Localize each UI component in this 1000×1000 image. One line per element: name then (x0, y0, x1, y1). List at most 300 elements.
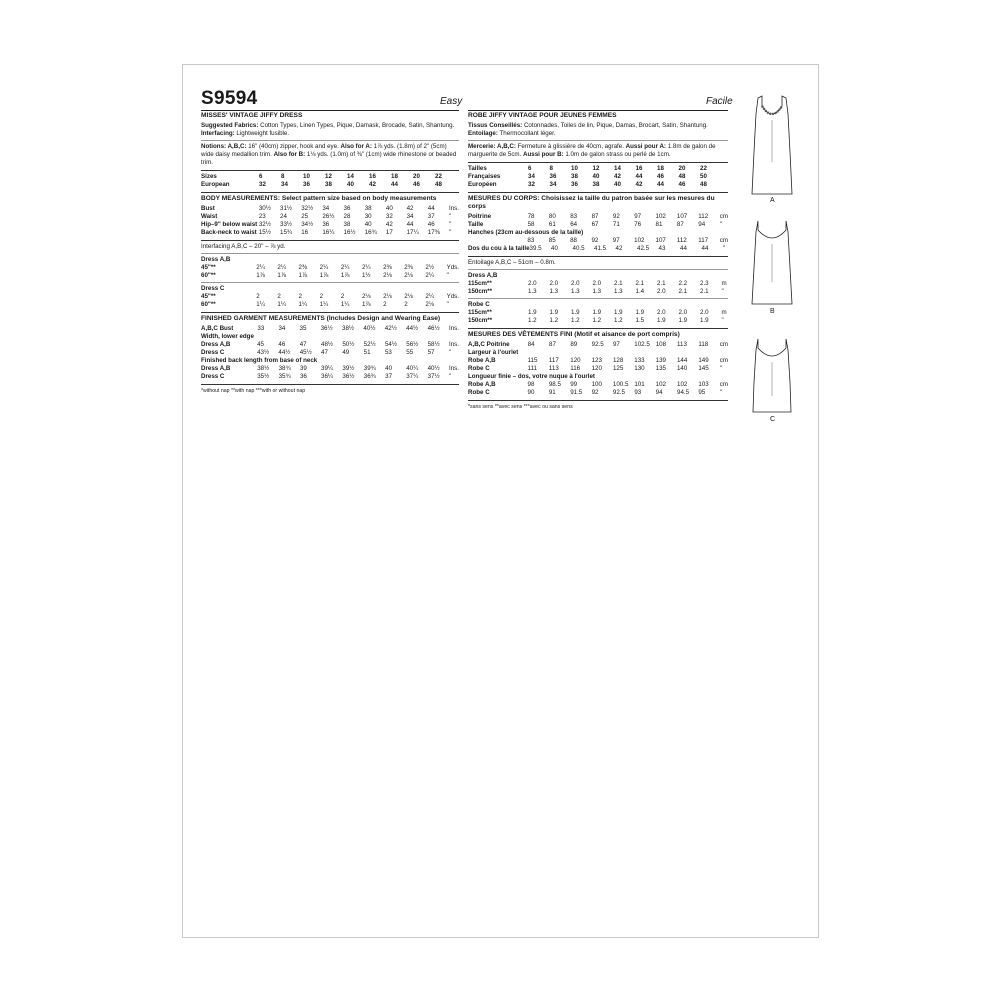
table-cell: 78 (527, 213, 535, 220)
view-label-a: A (770, 197, 775, 204)
table-cell: 100.5 (612, 381, 629, 388)
table-cell: 47 (299, 341, 307, 348)
table-cell: 2⅛ (404, 293, 413, 300)
row-label: 115cm** (468, 309, 492, 316)
table-cell: 36¼ (321, 373, 334, 380)
table-cell: 83 (570, 213, 578, 220)
table-cell: 2⅛ (404, 272, 413, 279)
table-cell: 2.0 (700, 309, 709, 316)
table-cell: 32 (385, 213, 393, 220)
table-cell: 36¾ (363, 373, 376, 380)
table-cell: 35 (299, 325, 307, 332)
table-cell: 139 (655, 357, 666, 364)
table-cell: 2.1 (657, 280, 666, 287)
table-row (201, 301, 459, 309)
table-row (468, 213, 728, 221)
table-cell: 130 (634, 365, 645, 372)
row-label: Taille (468, 221, 484, 228)
table-cell: 2¼ (425, 293, 434, 300)
table-cell: 42½ (384, 325, 397, 332)
french-body-table (468, 213, 728, 229)
row-label: Waist (201, 213, 218, 220)
row-label (468, 237, 527, 245)
table-cell: 1.9 (571, 309, 580, 316)
table-cell: 53 (384, 349, 392, 356)
table-cell: 91.5 (570, 389, 583, 396)
row-label: A,B,C Poitrine (468, 341, 510, 348)
table-cell: 1.9 (657, 317, 666, 324)
table-row (201, 264, 459, 272)
table-cell: 2.1 (700, 288, 709, 295)
table-cell: 93 (634, 389, 642, 396)
table-cell: 2.0 (571, 280, 580, 287)
row-label: 150cm** (468, 317, 493, 324)
table-cell: 36½ (320, 325, 333, 332)
table-row (468, 317, 727, 325)
table-cell: 2.0 (592, 280, 602, 287)
table-cell: 44 (406, 221, 414, 228)
table-cell: 111 (527, 365, 537, 372)
table-cell: 99 (570, 381, 578, 388)
table-cell: 25 (301, 213, 309, 220)
unit-cell: Yds. (446, 293, 459, 300)
table-cell: 2¼ (425, 272, 434, 279)
table-cell: 32½ (301, 205, 314, 212)
row-label: Dress C (201, 349, 225, 356)
table-row (468, 341, 728, 349)
table-cell: 2⅜ (298, 264, 308, 271)
table-cell: 81 (655, 221, 663, 228)
unit-cell: " (719, 365, 722, 372)
english-finished-title: FINISHED GARMENT MEASUREMENTS (Includes Design and Wearing Ease) (201, 315, 441, 322)
table-cell: 88 (570, 237, 577, 244)
french-width-label: Largeur à l'ourlet (468, 349, 519, 356)
table-cell: 55 (406, 349, 414, 356)
table-cell: 17 (385, 229, 393, 236)
table-cell: 44½ (406, 325, 419, 332)
french-back-table (468, 245, 725, 253)
table-cell: 97 (612, 237, 620, 244)
table-cell: 113 (677, 341, 687, 348)
table-cell: 1.4 (635, 288, 645, 295)
english-finished-length-table (201, 365, 459, 381)
table-cell: 2⅛ (425, 301, 434, 308)
table-cell: 94.5 (677, 389, 690, 396)
table-cell: 2⅛ (383, 293, 392, 300)
table-cell: 92 (591, 389, 599, 396)
table-cell: 39¼ (321, 365, 334, 372)
table-cell: 23 (258, 213, 266, 220)
table-row (201, 365, 459, 373)
table-cell: 125 (612, 365, 624, 372)
table-row (201, 272, 459, 280)
table-cell: 42 (615, 245, 623, 252)
french-finished-bust-table (468, 341, 728, 349)
english-width-label: Width, lower edge (201, 333, 254, 340)
table-cell: 35½ (257, 373, 270, 380)
french-interfacing-title: Entoilage A,B,C – 51cm – 0.8m. (468, 259, 556, 266)
table-row (201, 349, 459, 357)
french-title: ROBE JIFFY VINTAGE POUR JEUNES FEMMES (468, 112, 617, 119)
table-cell: 45½ (299, 349, 312, 356)
table-cell: 76 (634, 221, 642, 228)
table-cell: 2.0 (678, 309, 688, 316)
row-label: Dress A,B (201, 341, 231, 348)
unit-cell: " (721, 288, 724, 295)
unit-cell: " (446, 301, 449, 308)
table-cell: 15½ (258, 229, 271, 236)
table-cell: 1⅞ (319, 272, 329, 279)
table-cell: 92.5 (612, 389, 625, 396)
french-dress-ab-label: Dress A,B (468, 272, 498, 279)
english-finished-bust-table (201, 325, 459, 333)
table-cell: 107 (655, 237, 666, 244)
table-cell: 33½ (280, 221, 293, 228)
table-cell: 2.1 (635, 280, 645, 287)
table-cell: 123 (591, 357, 602, 364)
table-cell: 2.1 (614, 280, 623, 287)
table-row (468, 357, 728, 365)
table-cell: 46½ (427, 325, 440, 332)
table-cell: 56½ (406, 341, 419, 348)
table-cell: 2.0 (549, 280, 559, 287)
table-cell: 39 (299, 365, 307, 372)
table-row (201, 229, 459, 237)
unit-cell: " (449, 229, 452, 236)
table-cell: 40 (385, 365, 393, 372)
english-title: MISSES' VINTAGE JIFFY DRESS (201, 112, 303, 119)
french-body-title: MESURES DU CORPS: Choisissez la taille du patron basée sur les mesures du corps (468, 195, 715, 210)
table-cell: 87 (549, 341, 556, 348)
table-cell: 92 (591, 237, 599, 244)
french-finished-title: MESURES DES VÊTEMENTS FINI (Motif et aisance de port compris) (468, 331, 680, 338)
table-cell: 30 (364, 213, 372, 220)
table-cell: 2.0 (657, 309, 666, 316)
english-column (201, 112, 459, 395)
table-cell: 102 (655, 213, 666, 220)
table-cell: 51 (363, 349, 371, 356)
row-label: A,B,C Bust (201, 325, 234, 332)
table-cell: 1⅞ (340, 272, 350, 279)
row-label: 45"** (201, 264, 216, 271)
table-cell: 1.3 (528, 288, 537, 295)
table-cell: 87 (676, 221, 684, 228)
table-cell: 115 (527, 357, 538, 364)
table-cell: 144 (676, 357, 688, 364)
table-cell: 1.2 (592, 317, 602, 324)
french-finished-length-table (468, 381, 728, 397)
unit-cell: cm (719, 213, 728, 220)
table-cell: 42 (406, 205, 414, 212)
table-cell: 1¼ (340, 301, 350, 308)
table-cell: 2 (277, 293, 281, 300)
table-cell: 26½ (322, 213, 335, 220)
table-cell: 120 (570, 357, 581, 364)
table-cell: 1.3 (614, 288, 623, 295)
difficulty-fr: Facile (706, 96, 733, 107)
table-cell: 1⅞ (298, 272, 308, 279)
table-cell: 57 (427, 349, 435, 356)
table-cell: 1.3 (571, 288, 580, 295)
table-cell: 34 (406, 213, 414, 220)
french-sizes-table: Tailles 6 8 10 12 14 16 18 20 22 Françaises 34 36 38 40 42 44 46 48 50 Européen 32 34 36 38 40 42 44 46 48 (468, 165, 707, 188)
table-cell: 49 (342, 349, 350, 356)
table-cell: 92 (612, 213, 620, 220)
table-cell: 1.9 (635, 309, 645, 316)
row-label: Robe A,B (468, 381, 496, 388)
table-cell: 33 (257, 325, 265, 332)
table-row (201, 293, 459, 301)
table-cell: 16 (301, 229, 309, 236)
french-column (468, 112, 728, 411)
table-cell: 40½ (363, 325, 376, 332)
table-row (468, 280, 727, 288)
table-cell: 2½ (425, 264, 434, 271)
table-cell: 28 (343, 213, 351, 220)
table-cell: 118 (698, 341, 709, 348)
table-cell: 1.2 (549, 317, 559, 324)
table-cell: 40 (551, 245, 558, 252)
unit-cell: " (449, 373, 452, 380)
table-cell: 140 (676, 365, 688, 372)
table-cell: 1.9 (678, 317, 688, 324)
table-cell: 128 (612, 357, 624, 364)
english-sizes-table: Sizes 6 8 10 12 14 16 18 20 22 European 32 34 36 38 40 42 44 46 48 (201, 173, 442, 188)
view-label-b: B (770, 308, 775, 315)
table-row (201, 341, 459, 349)
table-cell: 1⅞ (277, 272, 286, 279)
table-cell: 38 (364, 205, 372, 212)
unit-cell: " (719, 221, 722, 228)
table-cell: 42.5 (637, 245, 650, 252)
table-cell: 2¼ (256, 264, 265, 271)
table-row (468, 288, 727, 296)
table-row (468, 237, 728, 245)
english-dress-ab-label: Dress A,B (201, 256, 231, 263)
table-cell: 133 (634, 357, 645, 364)
table-cell: 38½ (342, 325, 355, 332)
unit-cell: Yds. (446, 264, 459, 271)
table-row (468, 389, 728, 397)
table-cell: 40 (364, 221, 372, 228)
unit-cell: Ins. (449, 365, 459, 372)
table-cell: 44½ (278, 349, 291, 356)
table-cell: 117 (698, 237, 709, 244)
french-dress-ab-table (468, 280, 727, 296)
table-cell: 30½ (258, 205, 271, 212)
table-cell: 1.2 (571, 317, 580, 324)
row-label: 45"** (201, 293, 216, 300)
table-cell: 41.5 (594, 245, 607, 252)
table-cell: 36½ (342, 373, 355, 380)
table-cell: 107 (676, 213, 688, 220)
table-cell: 24 (280, 213, 287, 220)
table-row (468, 309, 727, 317)
table-cell: 45 (257, 341, 264, 348)
table-cell: 1½ (361, 272, 371, 279)
table-cell: 2.0 (528, 280, 537, 287)
table-cell: 50½ (342, 341, 355, 348)
table-cell: 34 (278, 325, 286, 332)
table-cell: 43½ (257, 349, 270, 356)
table-cell: 67 (591, 221, 599, 228)
table-cell: 94 (655, 389, 663, 396)
english-body-title: BODY MEASUREMENTS: Select pattern size based on body measurements (201, 195, 437, 202)
table-cell: 39¾ (363, 365, 376, 372)
row-label: 60"** (201, 272, 216, 279)
table-cell: 2 (319, 293, 324, 300)
table-cell: 38½ (257, 365, 270, 372)
table-cell: 87 (591, 213, 599, 220)
dress-a-sketch (748, 92, 796, 198)
table-row (201, 221, 459, 229)
table-cell: 34½ (301, 221, 314, 228)
table-cell: 31½ (280, 205, 293, 212)
table-cell: 37 (385, 373, 393, 380)
unit-cell: " (723, 245, 726, 252)
table-cell: 35¾ (278, 373, 291, 380)
table-cell: 2⅛ (361, 293, 371, 300)
table-cell: 2.0 (657, 288, 666, 295)
table-cell: 16¾ (364, 229, 377, 236)
table-cell: 102.5 (634, 341, 650, 348)
unit-cell: Ins. (449, 325, 459, 332)
table-cell: 58½ (427, 341, 440, 348)
table-cell: 2⅜ (383, 264, 392, 271)
table-row (201, 373, 459, 381)
table-row (468, 245, 725, 253)
table-cell: 2 (340, 293, 345, 300)
table-cell: 43 (658, 245, 666, 252)
unit-cell: Ins. (449, 341, 459, 348)
french-dress-c-table (468, 309, 727, 325)
table-cell: 40¼ (406, 365, 419, 372)
row-label: Dos du cou à la taille (468, 245, 530, 252)
english-notions: Notions: A,B,C: 16" (40cm) zipper, hook and eye. Also for A: 1⅞ yds. (1.8m) of 2" (5cm) wide daisy medallion trim. Also for B: 1⅛ yds. (1.0m) of ⅜" (1cm) wide rhinestone or beaded trim. (201, 143, 457, 166)
unit-cell: " (721, 317, 724, 324)
table-cell: 2 (404, 301, 408, 308)
table-cell: 1⅞ (361, 301, 371, 308)
table-cell: 95 (698, 389, 706, 396)
table-cell: 54½ (384, 341, 397, 348)
table-cell: 2 (383, 301, 387, 308)
table-cell: 71 (612, 221, 620, 228)
table-cell: 1.2 (614, 317, 623, 324)
view-label-c: C (770, 416, 776, 423)
row-label: Robe C (468, 389, 490, 396)
table-cell: 36 (299, 373, 307, 380)
unit-cell: " (719, 389, 722, 396)
table-cell: 44 (680, 245, 687, 252)
row-label: Poitrine (468, 213, 492, 220)
row-label: Back-neck to waist (201, 229, 257, 236)
table-cell: 102 (655, 381, 666, 388)
french-dress-c-label: Robe C (468, 301, 490, 308)
table-cell: 46 (427, 221, 435, 228)
table-cell: 52½ (363, 341, 376, 348)
table-cell: 1¼ (319, 301, 329, 308)
table-cell: 42 (385, 221, 393, 228)
unit-cell: " (449, 349, 452, 356)
french-length-label: Longueur finie – dos, votre nuque à l'ourlet (468, 373, 595, 380)
unit-cell: Ins. (449, 205, 459, 212)
table-cell: 1.3 (549, 288, 559, 295)
row-label: Dress A,B (201, 365, 231, 372)
table-row (201, 325, 459, 333)
table-cell: 58 (527, 221, 535, 228)
row-label: Bust (201, 205, 215, 212)
table-cell: 44 (427, 205, 435, 212)
table-cell: 120 (591, 365, 602, 372)
table-cell: 16¼ (322, 229, 335, 236)
table-cell: 2¼ (340, 264, 350, 271)
table-cell: 97 (612, 341, 620, 348)
difficulty-en: Easy (440, 96, 463, 107)
table-cell: 1.9 (549, 309, 559, 316)
french-hips-label: Hanches (23cm au-dessous de la taille) (468, 229, 584, 236)
unit-cell: " (449, 213, 452, 220)
table-cell: 80 (548, 213, 556, 220)
table-cell: 17⅜ (427, 229, 440, 236)
table-cell: 1¼ (256, 301, 265, 308)
header-rule-left (201, 110, 459, 111)
table-cell: 32½ (258, 221, 271, 228)
table-cell: 2 (298, 293, 302, 300)
table-cell: 36 (343, 205, 351, 212)
table-cell: 1.3 (592, 288, 602, 295)
table-cell: 83 (527, 237, 535, 244)
unit-cell: cm (719, 381, 728, 388)
table-cell: 98 (527, 381, 535, 388)
table-cell: 44 (701, 245, 709, 252)
table-cell: 2.2 (678, 280, 688, 287)
english-length-label: Finished back length from base of neck (201, 357, 318, 364)
french-hips-table (468, 237, 728, 245)
table-row (468, 221, 728, 229)
table-cell: 117 (548, 357, 559, 364)
english-body-table (201, 205, 459, 237)
unit-cell: m (721, 280, 727, 287)
table-cell: 1¼ (298, 301, 308, 308)
table-cell: 100 (591, 381, 602, 388)
table-cell: 84 (527, 341, 535, 348)
french-notions: Mercerie: A,B,C: Fermeture à glissière de 40cm, agrafe. Aussi pour A: 1.8m de galon de marguerite de 5cm. Aussi pour B: 1.0m de galon strass ou perlé de 1cm. (468, 143, 716, 158)
row-label: 60"** (201, 301, 216, 308)
table-cell: 116 (570, 365, 581, 372)
table-cell: 2.1 (678, 288, 688, 295)
table-cell: 2.3 (700, 280, 709, 287)
table-cell: 145 (698, 365, 709, 372)
table-cell: 97 (634, 213, 642, 220)
table-cell: 92.5 (591, 341, 604, 348)
unit-cell: " (449, 221, 452, 228)
unit-cell: cm (719, 357, 728, 364)
table-cell: 112 (676, 237, 687, 244)
row-label: Robe A,B (468, 357, 496, 364)
table-cell: 98.5 (548, 381, 561, 388)
table-cell: 40 (385, 205, 393, 212)
table-cell: 37½ (427, 373, 440, 380)
table-cell: 113 (548, 365, 559, 372)
table-cell: 1⅞ (256, 272, 265, 279)
table-cell: 108 (655, 341, 667, 348)
table-cell: 61 (548, 221, 556, 228)
table-cell: 1.9 (614, 309, 623, 316)
table-cell: 1¼ (277, 301, 286, 308)
table-cell: 15¾ (280, 229, 293, 236)
english-dress-ab-table (201, 264, 459, 280)
table-cell: 39½ (342, 365, 355, 372)
